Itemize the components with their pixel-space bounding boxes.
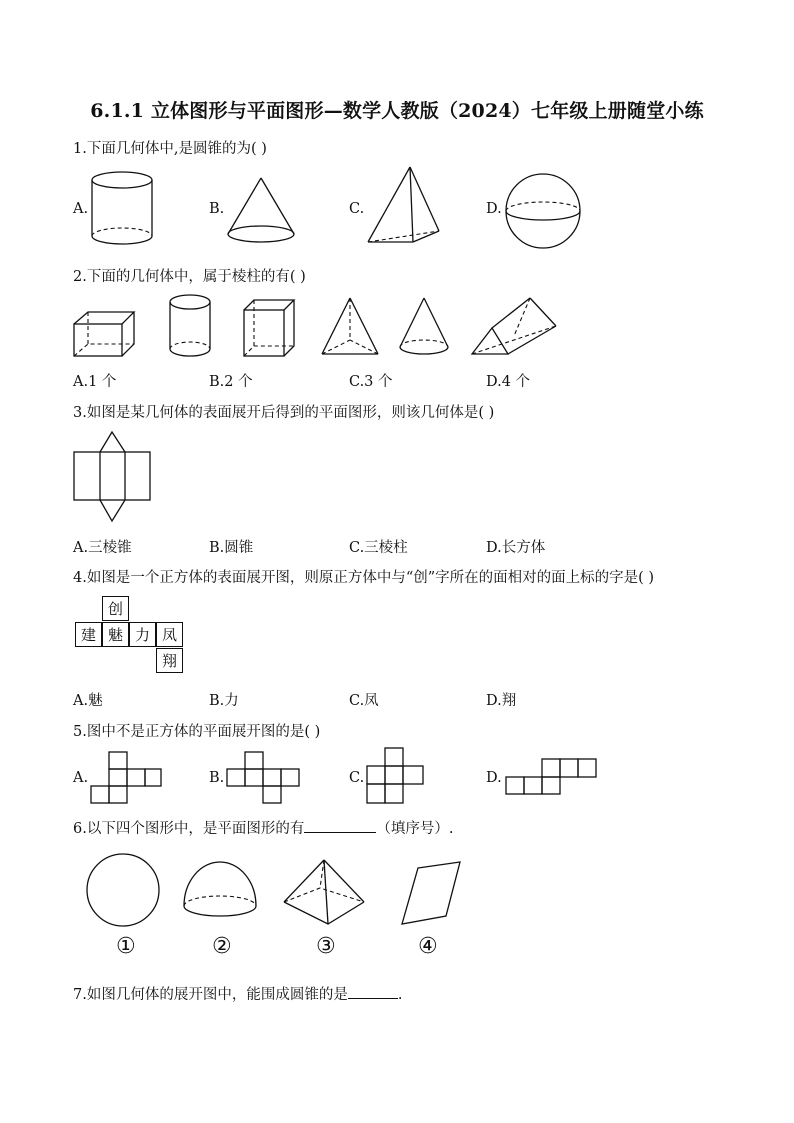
net-cell: 力 — [129, 622, 156, 647]
net-cell: 创 — [102, 596, 129, 621]
answer-blank[interactable] — [348, 998, 398, 999]
figure-label-4: ④ — [418, 934, 438, 959]
cylinder-icon — [90, 170, 160, 250]
q3-option-b: B.圆锥 — [209, 540, 254, 556]
pyramid-icon — [282, 858, 370, 928]
question-5-text: 5.图中不是正方体的平面展开图的是( ) — [73, 724, 321, 740]
cone-icon — [226, 176, 298, 246]
q2-option-d: D.4 个 — [486, 374, 531, 390]
q5-option-c-label: C. — [349, 770, 365, 786]
pyramid-icon — [320, 296, 382, 360]
question-6-text: 6.以下四个图形中，是平面图形的有 （填序号）. — [73, 821, 454, 837]
q1-option-d-label: D. — [486, 201, 502, 217]
q4-option-b: B.力 — [209, 693, 239, 709]
figure-label-3: ③ — [316, 934, 336, 959]
q2-option-c: C.3 个 — [349, 374, 393, 390]
figure-label-1: ① — [116, 934, 136, 959]
q4-option-a: A.魅 — [73, 693, 103, 709]
q4-option-c: C.凤 — [349, 693, 379, 709]
q3-option-c: C.三棱柱 — [349, 540, 408, 556]
q2-option-b: B.2 个 — [209, 374, 253, 390]
net-cell: 建 — [75, 622, 102, 647]
cylinder-icon — [168, 293, 216, 361]
hemisphere-icon — [180, 856, 260, 926]
question-1-text: 1.下面几何体中,是圆锥的为( ) — [73, 141, 267, 157]
q5-option-d-label: D. — [486, 770, 502, 786]
square-prism-icon — [242, 298, 298, 360]
figure-label-2: ② — [212, 934, 232, 959]
q3-option-a: A.三棱锥 — [73, 540, 132, 556]
q5-option-b-label: B. — [209, 770, 225, 786]
answer-blank[interactable] — [304, 832, 376, 833]
triangular-prism-net-icon — [72, 430, 154, 525]
page-title: 6.1.1 立体图形与平面图形—数学人教版（2024）七年级上册随堂小练 — [90, 100, 704, 122]
q3-option-d: D.长方体 — [486, 540, 546, 556]
cuboid-icon — [72, 310, 138, 360]
triangular-prism-icon — [470, 296, 560, 360]
cube-net-icon — [90, 750, 162, 806]
net-cell: 翔 — [156, 648, 183, 673]
triangular-pyramid-icon — [365, 165, 445, 250]
q4-option-d: D.翔 — [486, 693, 517, 709]
question-2-text: 2.下面的几何体中，属于棱柱的有( ) — [73, 269, 306, 285]
net-cell: 魅 — [102, 622, 129, 647]
question-3-text: 3.如图是某几何体的表面展开后得到的平面图形，则该几何体是( ) — [73, 405, 495, 421]
circle-icon — [85, 852, 165, 932]
question-4-text: 4.如图是一个正方体的表面展开图，则原正方体中与“创”字所在的面相对的面上标的字是( ) — [73, 570, 655, 586]
q1-option-b-label: B. — [209, 201, 225, 217]
parallelogram-icon — [398, 860, 470, 930]
cube-net-icon — [504, 756, 600, 798]
q1-option-c-label: C. — [349, 201, 365, 217]
question-7-text: 7.如图几何体的展开图中，能围成圆锥的是 . — [73, 987, 403, 1003]
sphere-icon — [504, 172, 584, 252]
cube-net-icon — [366, 746, 428, 808]
cone-icon — [398, 296, 454, 360]
q1-option-a-label: A. — [73, 201, 89, 217]
cube-net-icon — [226, 750, 302, 806]
q5-option-a-label: A. — [73, 770, 89, 786]
net-cell: 凤 — [156, 622, 183, 647]
q2-option-a: A.1 个 — [73, 374, 117, 390]
